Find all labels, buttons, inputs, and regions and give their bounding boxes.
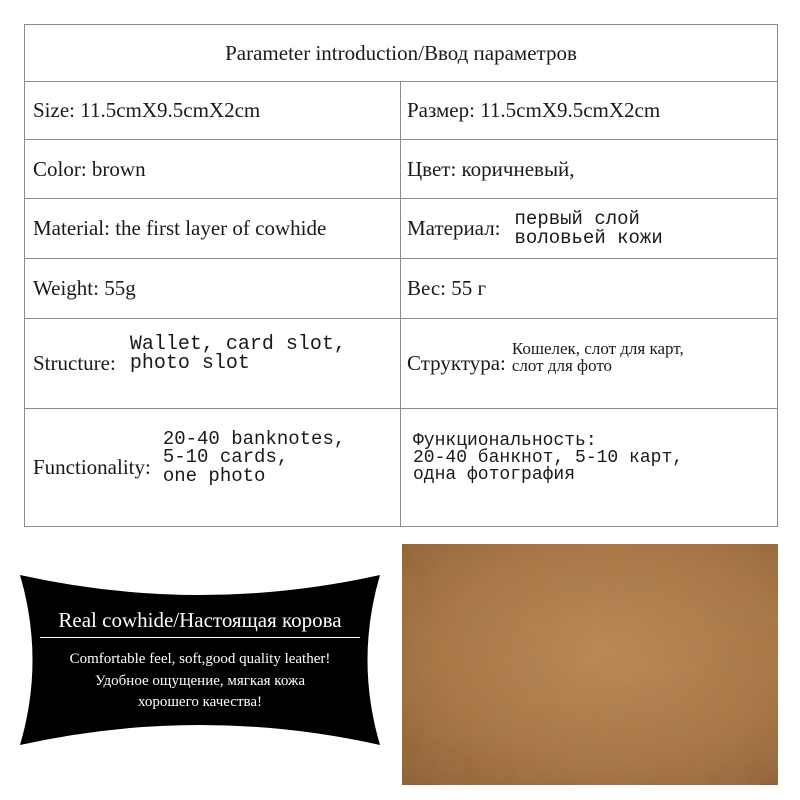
table-row-weight	[25, 259, 777, 319]
functionality-ru-line-1: Функциональность:	[413, 431, 597, 451]
functionality-ru-line-2: 20-40 банкнот, 5-10 карт,	[413, 448, 684, 469]
structure-ru-label: Структура:	[407, 351, 506, 375]
badge-line-3: хорошего качества!	[137, 694, 263, 710]
weight-ru-text: Вес: 55 г	[407, 276, 487, 300]
badge-divider	[40, 637, 360, 638]
table-row-functionality	[25, 409, 777, 526]
structure-en-line-2: photo slot	[129, 351, 250, 375]
structure-ru-value	[512, 341, 684, 373]
material-en-cell	[25, 199, 401, 258]
color-en-text: Color: brown	[33, 156, 146, 181]
functionality-ru-line-3: одна фотография	[413, 465, 576, 486]
table-row-structure	[25, 319, 777, 409]
structure-en-label: Structure:	[33, 351, 116, 375]
badge-title: Real cowhide/Настоящая корова	[58, 608, 342, 632]
functionality-en-label: Functionality:	[33, 455, 151, 479]
color-ru-cell	[401, 140, 777, 198]
functionality-en-value	[162, 428, 346, 487]
functionality-en-line-3: one photo	[162, 464, 266, 487]
material-ru-cell	[401, 199, 777, 258]
structure-ru-line-1: Кошелек, слот для карт,	[511, 339, 684, 359]
parameter-table	[24, 24, 778, 527]
material-ru-line-2: воловьей кожи	[514, 226, 663, 249]
table-row-color	[25, 140, 777, 199]
functionality-ru-value	[413, 433, 683, 484]
material-ru-line-1: первый слой	[514, 208, 640, 231]
material-ru-label: Материал:	[407, 216, 501, 240]
leather-grain	[402, 544, 778, 785]
badge-line-1: Comfortable feel, soft,good quality leather!	[69, 651, 331, 667]
size-en-cell	[25, 82, 401, 139]
weight-en-text: Weight: 55g	[33, 276, 136, 300]
structure-en-cell	[25, 319, 401, 408]
functionality-en-line-2: 5-10 cards,	[162, 446, 289, 469]
structure-en-value	[129, 332, 346, 375]
structure-ru-cell	[401, 319, 777, 408]
color-ru-text: Цвет: коричневый,	[407, 156, 575, 181]
table-row-size	[25, 82, 777, 140]
size-en-text: Size: 11.5cmX9.5cmX2cm	[33, 98, 261, 122]
structure-ru-line-2: слот для фото	[511, 355, 613, 375]
badge-line-2: Удобное ощущение, мягкая кожа	[95, 673, 305, 689]
size-ru-text: Размер: 11.5cmX9.5cmX2cm	[407, 98, 661, 122]
functionality-en-cell	[25, 409, 401, 526]
table-title: Parameter introduction/Ввод параметров	[25, 25, 777, 82]
functionality-ru-cell	[401, 409, 777, 526]
leather-swatch-image	[402, 544, 778, 785]
real-cowhide-badge	[20, 575, 380, 745]
color-en-cell	[25, 140, 401, 198]
structure-en-line-1: Wallet, card slot,	[129, 332, 346, 356]
functionality-en-line-1: 20-40 banknotes,	[162, 428, 346, 451]
material-en-text: Material: the first layer of cowhide	[33, 216, 327, 240]
material-ru-value	[514, 208, 663, 249]
table-row-material	[25, 199, 777, 259]
size-ru-cell	[401, 82, 777, 139]
weight-ru-cell	[401, 259, 777, 318]
weight-en-cell	[25, 259, 401, 318]
